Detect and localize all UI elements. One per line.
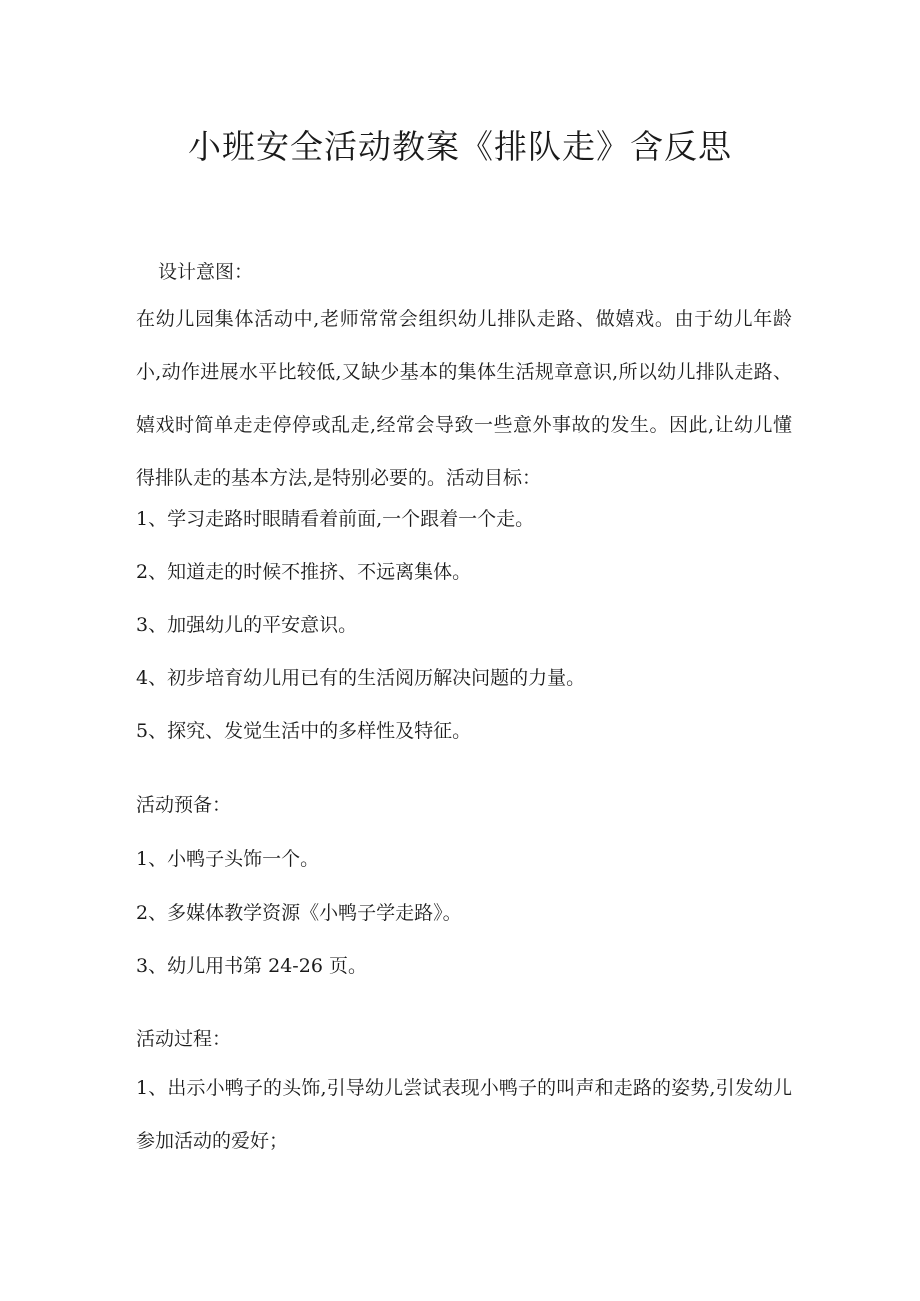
goal-item-1: 1、学习走路时眼睛看着前面,一个跟着一个走。 — [136, 508, 535, 530]
prep-heading: 活动预备： — [136, 794, 232, 816]
prep-item-2: 2、多媒体教学资源《小鸭子学走路》。 — [136, 902, 462, 924]
goal-item-3: 3、加强幼儿的平安意识。 — [136, 614, 358, 636]
design-heading: 设计意图： — [158, 261, 254, 283]
prep-item-1: 1、小鸭子头饰一个。 — [136, 848, 320, 870]
process-paragraph: 1、出示小鸭子的头饰,引导幼儿尝试表现小鸭子的叫声和走路的姿势,引发幼儿参加活动的爱好； — [136, 1077, 792, 1152]
prep-item-3: 3、幼儿用书第 24-26 页。 — [136, 955, 367, 977]
design-paragraph: 在幼儿园集体活动中,老师常常会组织幼儿排队走路、做嬉戏。由于幼儿年龄小,动作进展水平比较低,又缺少基本的集体生活规章意识,所以幼儿排队走路、嬉戏时简单走走停停或乱走,经常会导致一些意外事故的发生。因此,让幼儿懂得排队走的基本方法,是特别必要的。活动目标： — [136, 308, 792, 489]
document-title: 小班安全活动教案《排队走》含反思 — [188, 127, 732, 166]
goal-item-2: 2、知道走的时候不推挤、不远离集体。 — [136, 561, 472, 583]
goal-item-4: 4、初步培育幼儿用已有的生活阅历解决问题的力量。 — [136, 667, 586, 689]
process-heading: 活动过程： — [136, 1028, 232, 1050]
goal-item-5: 5、探究、发觉生活中的多样性及特征。 — [136, 720, 472, 742]
